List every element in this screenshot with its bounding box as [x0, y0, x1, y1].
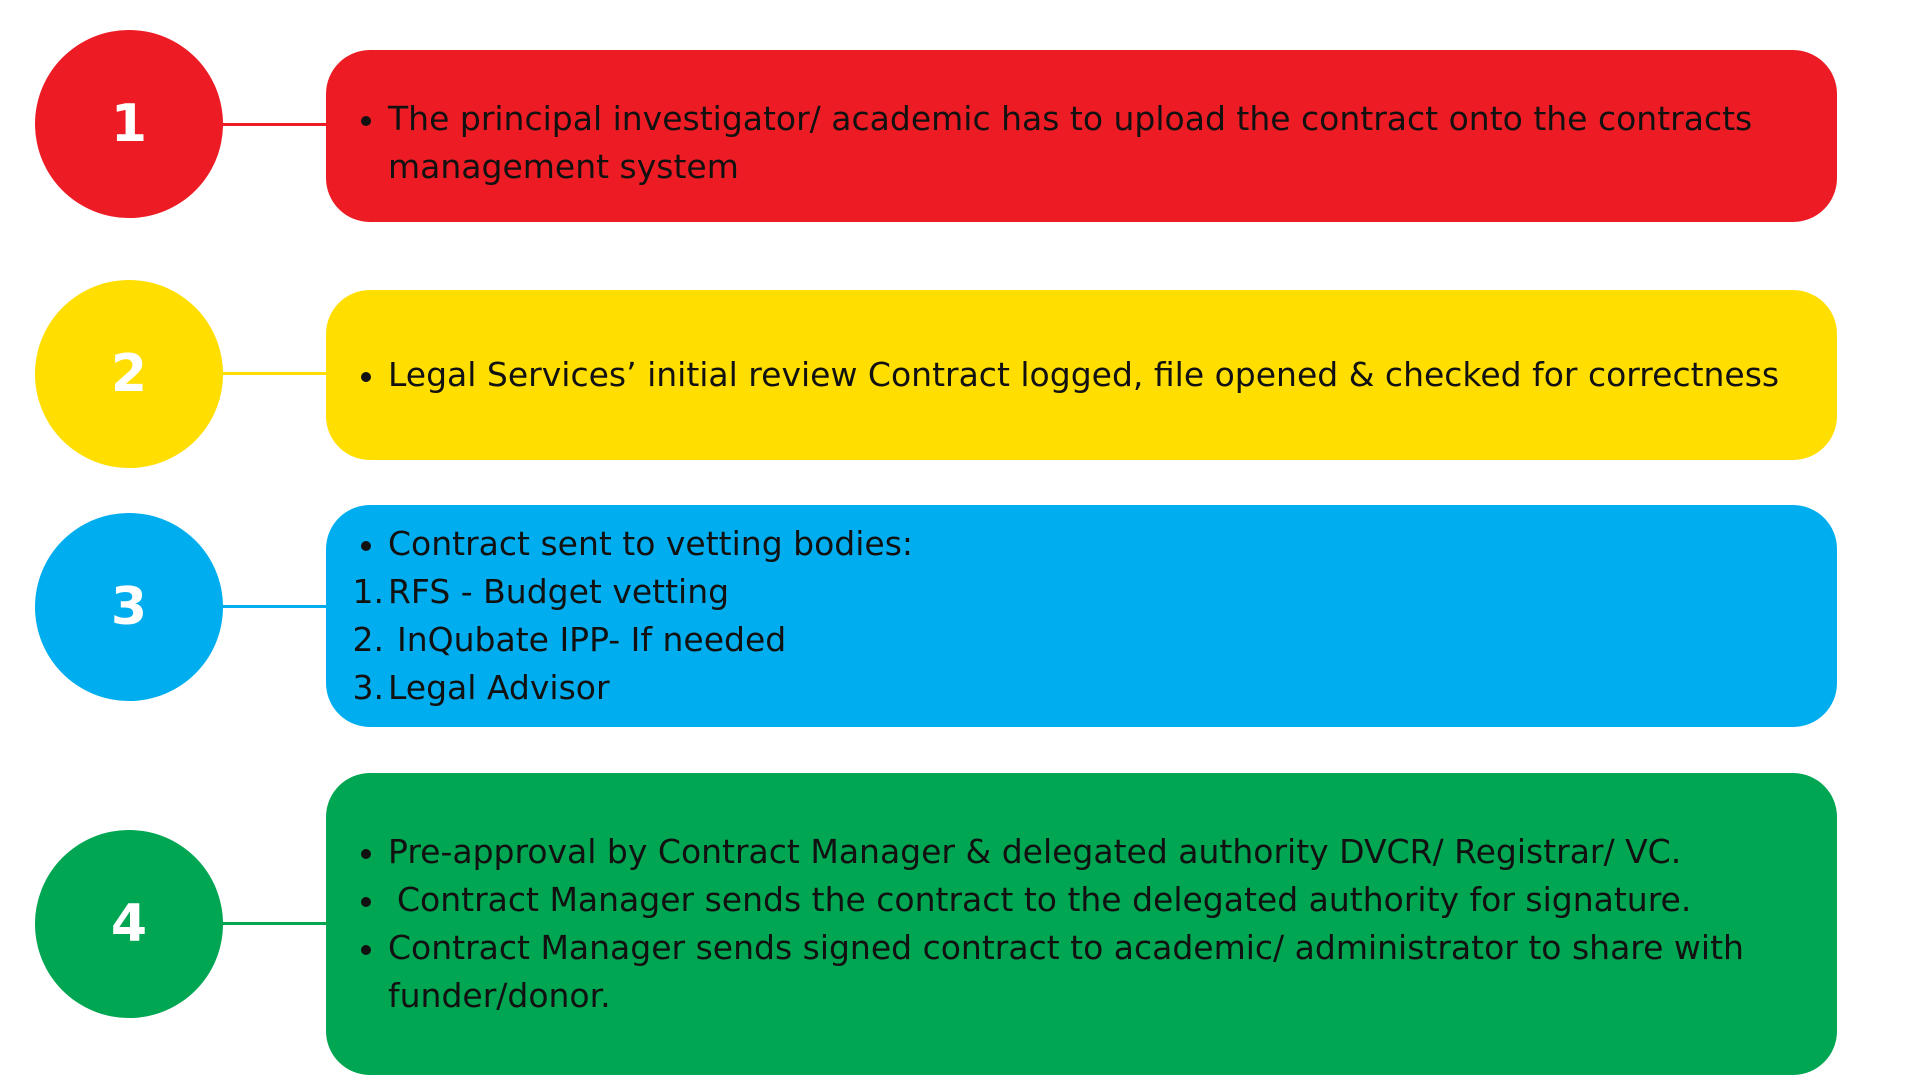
step-3-item-1-text: Contract sent to vetting bodies:	[388, 524, 914, 563]
step-3-item-4	[326, 664, 1837, 712]
step-2-connector	[222, 372, 328, 375]
step-3-item-2	[326, 568, 1837, 616]
bullet-marker	[361, 897, 371, 907]
step-3-number: 3	[110, 577, 148, 637]
step-1-connector	[222, 123, 328, 126]
step-4-item-3	[326, 924, 1837, 1020]
step-4-box	[326, 773, 1837, 1075]
step-3-item-4-text: Legal Advisor	[388, 668, 610, 707]
step-4-circle	[35, 830, 223, 1018]
step-4-item-1	[326, 828, 1837, 876]
bullet-marker	[361, 372, 371, 382]
list-number: 1.	[352, 572, 384, 611]
step-1-box	[326, 50, 1837, 222]
bullet-marker	[361, 849, 371, 859]
step-2-circle	[35, 280, 223, 468]
step-2-number: 2	[110, 344, 148, 404]
bullet-marker	[361, 116, 371, 126]
step-3-circle	[35, 513, 223, 701]
step-4-item-2	[326, 876, 1837, 924]
step-2-item-1	[326, 351, 1837, 399]
step-3-item-1	[326, 520, 1837, 568]
step-2-box	[326, 290, 1837, 460]
step-3-item-2-text: RFS - Budget vetting	[388, 572, 730, 611]
step-3-box	[326, 505, 1837, 727]
step-3-connector	[222, 605, 328, 608]
step-1-item-1-text: The principal investigator/ academic has to upload the contract onto the contracts management system	[388, 99, 1753, 186]
step-1-item-1	[326, 95, 1837, 191]
step-1-number: 1	[110, 94, 148, 154]
step-4-item-1-text: Pre-approval by Contract Manager & delegated authority DVCR/ Registrar/ VC.	[388, 832, 1682, 871]
step-3-item-3-text: InQubate IPP- If needed	[397, 620, 787, 659]
step-2-item-1-text: Legal Services’ initial review Contract logged, file opened & checked for correctness	[388, 355, 1780, 394]
step-4-connector	[222, 922, 328, 925]
list-number: 2.	[352, 620, 384, 659]
step-1-circle	[35, 30, 223, 218]
bullet-marker	[361, 945, 371, 955]
step-4-item-2-text: Contract Manager sends the contract to the delegated authority for signature.	[397, 880, 1692, 919]
list-number: 3.	[352, 668, 384, 707]
step-4-number: 4	[110, 894, 148, 954]
step-3-item-3	[326, 616, 1837, 664]
step-4-item-3-text: Contract Manager sends signed contract to academic/ administrator to share with funder/donor.	[388, 928, 1744, 1015]
bullet-marker	[361, 541, 371, 551]
